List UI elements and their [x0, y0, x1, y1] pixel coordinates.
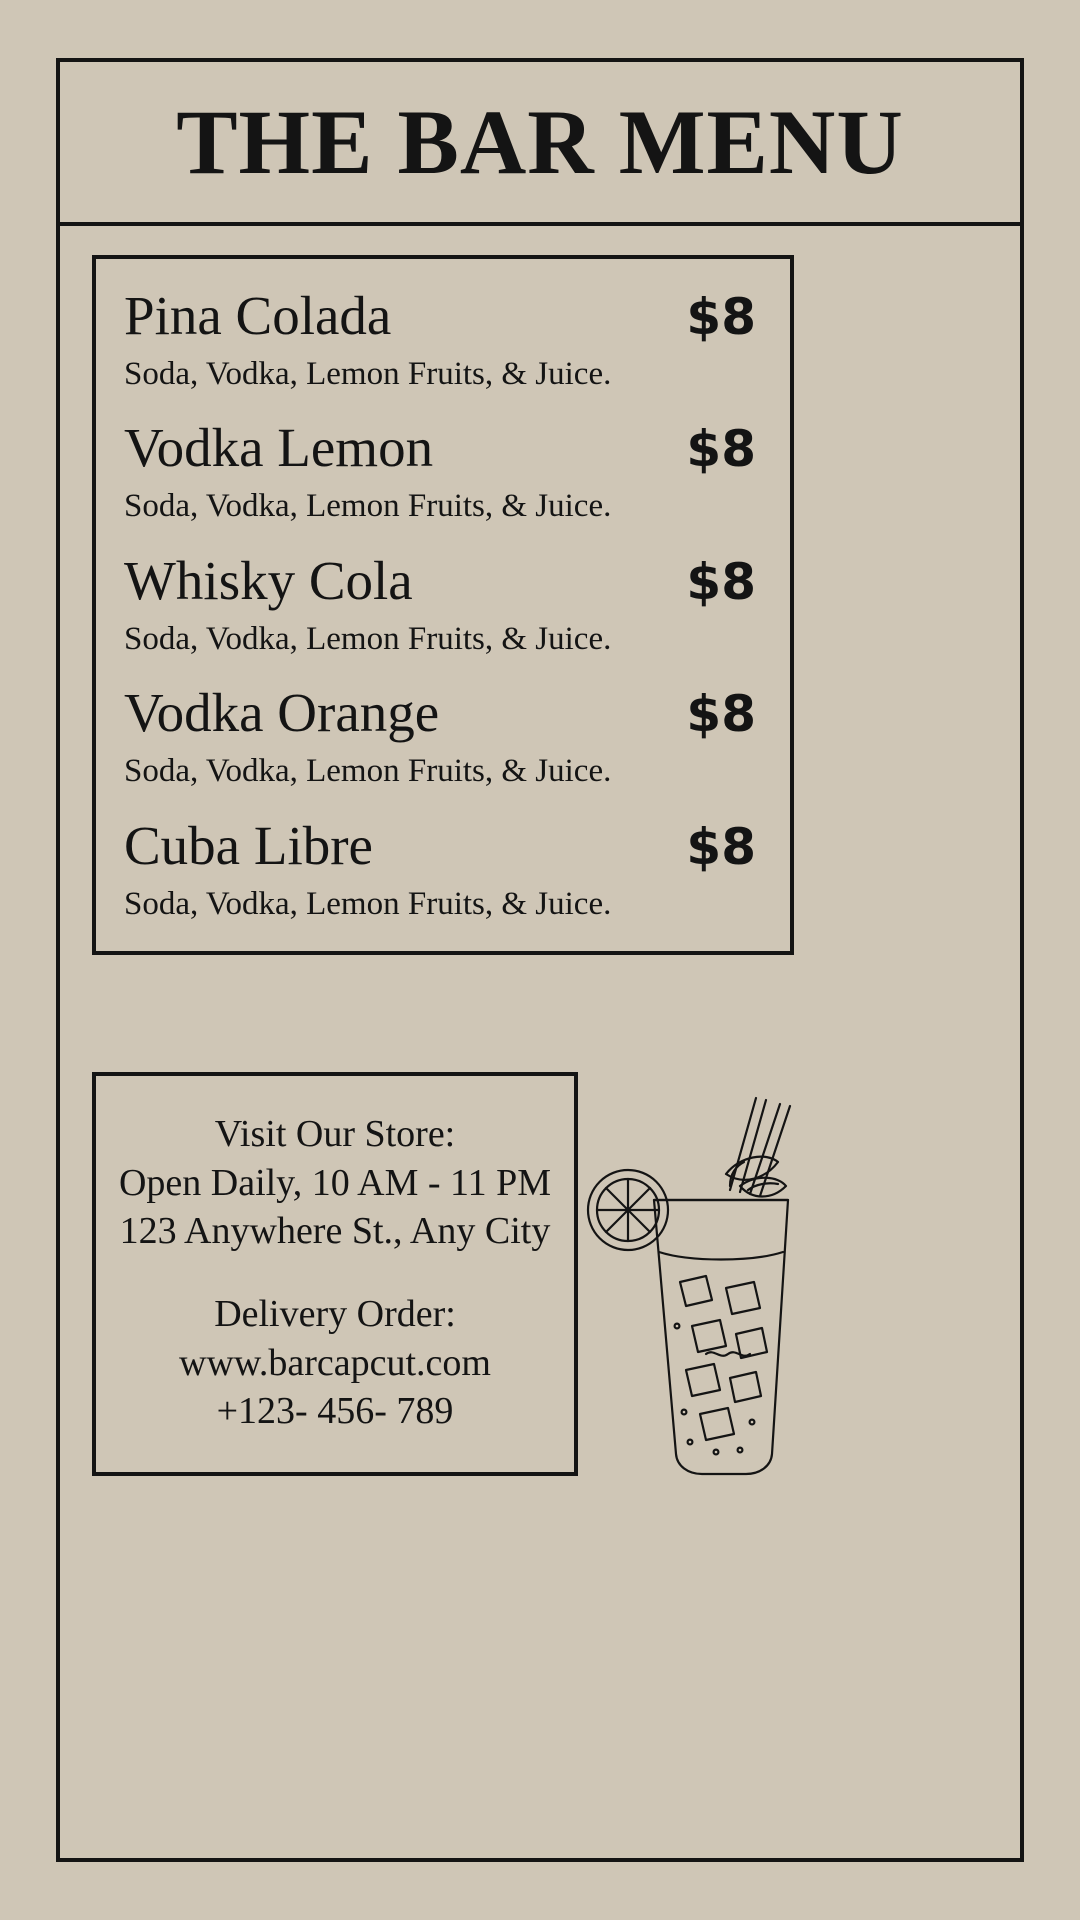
item-description: Soda, Vodka, Lemon Fruits, & Juice.: [124, 620, 612, 657]
item-row: [124, 417, 762, 479]
title-band: [60, 62, 1020, 226]
delivery-website[interactable]: www.barcapcut.com: [179, 1341, 491, 1384]
item-description: Soda, Vodka, Lemon Fruits, & Juice.: [124, 753, 612, 790]
item-name: Cuba Libre: [124, 814, 373, 876]
item-price: $8: [686, 685, 756, 744]
list-item: [124, 682, 762, 792]
item-price: $8: [686, 817, 756, 876]
item-name: Whisky Cola: [124, 549, 413, 611]
item-row: [124, 815, 762, 877]
item-name: Pina Colada: [124, 285, 392, 346]
item-name: Vodka Lemon: [124, 417, 434, 479]
menu-poster: [56, 58, 1024, 1862]
item-row: [124, 682, 762, 744]
store-hours: Open Daily, 10 AM - 11 PM: [118, 1161, 552, 1204]
list-item: [124, 417, 762, 527]
cocktail-glass-icon: [580, 1082, 820, 1482]
list-item: [124, 285, 762, 395]
delivery-phone[interactable]: +123- 456- 789: [216, 1390, 454, 1433]
item-price: $8: [686, 420, 756, 479]
store-heading: Visit Our Store:: [214, 1113, 456, 1155]
item-row: [124, 550, 762, 612]
item-description: Soda, Vodka, Lemon Fruits, & Juice.: [124, 488, 612, 525]
delivery-heading: Delivery Order:: [214, 1292, 456, 1335]
item-name: Vodka Orange: [124, 682, 440, 744]
list-item: [124, 550, 762, 660]
menu-list: [92, 255, 794, 955]
store-info-box: [92, 1072, 578, 1476]
spacer: [114, 1256, 556, 1290]
store-address: 123 Anywhere St., Any City: [119, 1210, 551, 1253]
page-title: THE BAR MENU: [176, 91, 904, 193]
item-description: Soda, Vodka, Lemon Fruits, & Juice.: [124, 355, 612, 392]
list-item: [124, 815, 762, 925]
item-price: $8: [686, 552, 756, 611]
item-price: $8: [686, 288, 756, 346]
item-description: Soda, Vodka, Lemon Fruits, & Juice.: [124, 885, 612, 922]
item-row: [124, 285, 762, 347]
